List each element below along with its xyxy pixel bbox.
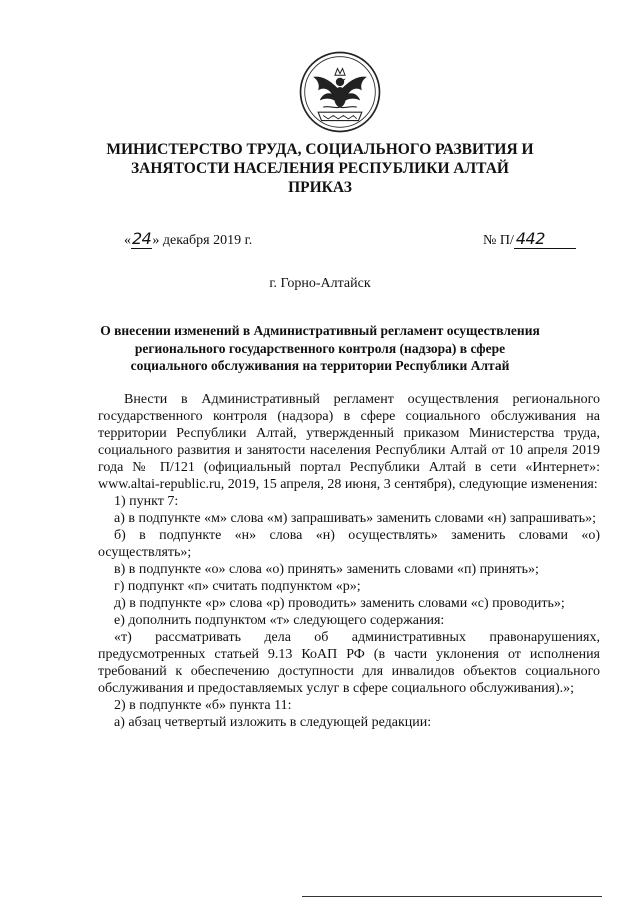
date-open-quote: «	[124, 233, 131, 248]
order-number-value: 442	[514, 229, 576, 249]
item-2: 2) в подпункте «б» пункта 11:	[114, 698, 292, 713]
intro-paragraph: Внести в Административный регламент осуществления регионального государственного контроля (надзора) в сфере социального обслуживания на территории Республики Алтай, утвержденный приказом Министерства труда, социального развития и занятости населения Республики Алтай от 10 апреля 2019 года № П/121 (официальный портал Республики Алтай в сети «Интернет»: www.altai-republic.ru, 2019, 15 апреля, 28 июня, 3 сентября), следующие изменения:	[98, 392, 600, 492]
ministry-name-line1: МИНИСТЕРСТВО ТРУДА, СОЦИАЛЬНОГО РАЗВИТИЯ И	[106, 141, 534, 158]
date-month-year: » декабря 2019 г.	[152, 233, 253, 248]
item-1v: в) в подпункте «о» слова «о) принять» заменить словами «п) принять»;	[114, 562, 539, 577]
date-day: 24	[132, 229, 152, 248]
document-type: ПРИКАЗ	[288, 179, 352, 196]
item-1g: г) подпункт «п» считать подпунктом «р»;	[114, 579, 361, 594]
title-line3: социального обслуживания на территории Республики Алтай	[130, 358, 510, 373]
item-1d: д) в подпункте «р» слова «р) проводить» заменить словами «с) проводить»;	[114, 596, 565, 611]
order-number	[483, 229, 576, 249]
ministry-name-line2: ЗАНЯТОСТИ НАСЕЛЕНИЯ РЕСПУБЛИКИ АЛТАЙ	[131, 160, 509, 177]
order-date	[124, 229, 252, 249]
item-1b: б) в подпункте «н» слова «н) осуществлять» заменить словами «о) осуществлять»;	[98, 528, 600, 560]
title-line1: О внесении изменений в Административный регламент осуществления	[100, 323, 540, 338]
document-title	[90, 322, 550, 375]
item-1: 1) пункт 7:	[114, 494, 179, 509]
item-2a: а) абзац четвертый изложить в следующей редакции:	[114, 715, 432, 730]
item-1a: а) в подпункте «м» слова «м) запрашивать» заменить словами «н) запрашивать»;	[114, 511, 597, 526]
item-1t: «т) рассматривать дела об административных правонарушениях, предусмотренных статьей 9.13 КоАП РФ (в части уклонения от исполнения требований к обеспечению доступности для инвалидов объектов социального обслуживания и предоставляемых услуг в сфере социального обслуживания).»;	[98, 630, 600, 696]
item-1e: е) дополнить подпунктом «т» следующего содержания:	[114, 613, 445, 628]
order-number-prefix: № П/	[483, 233, 514, 248]
footer-divider	[302, 896, 602, 897]
city-name: г. Горно-Алтайск	[269, 276, 371, 291]
coat-of-arms-emblem	[298, 50, 382, 134]
title-line2: регионального государственного контроля (надзора) в сфере	[134, 340, 506, 356]
document-body	[98, 391, 600, 731]
ministry-header	[60, 140, 580, 197]
